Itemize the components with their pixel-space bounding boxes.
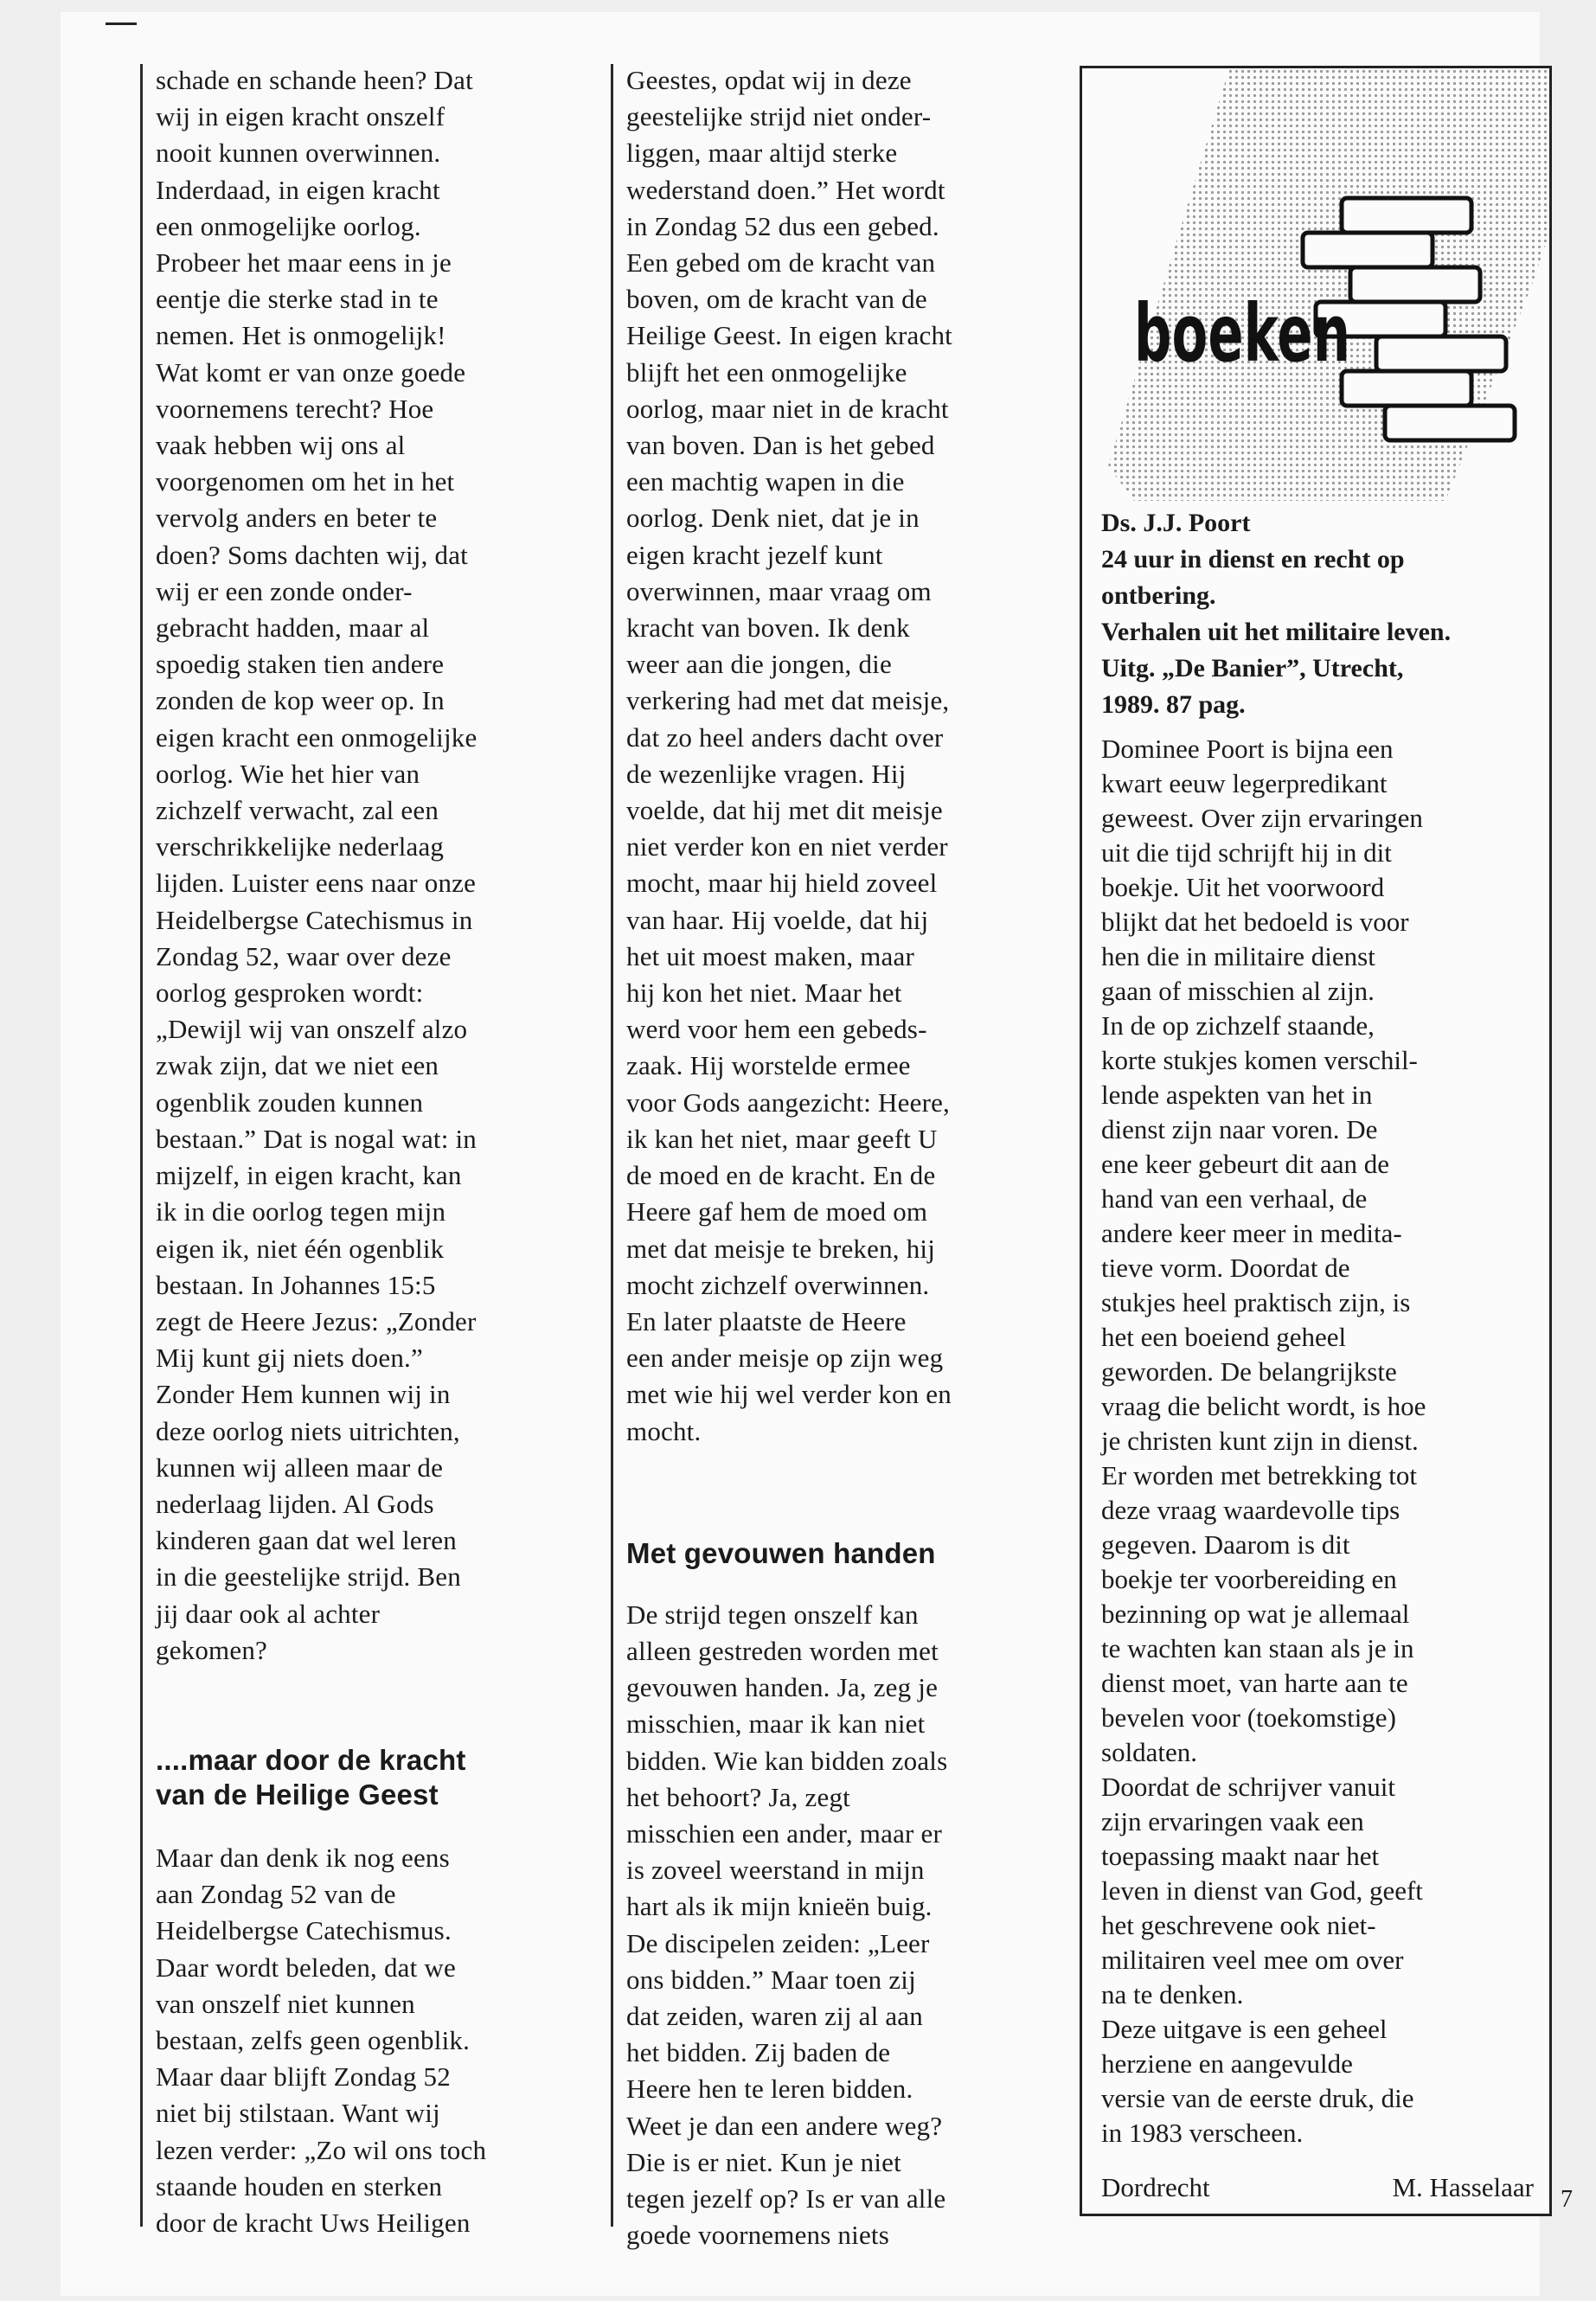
books-banner [1082,68,1549,501]
magazine-page [61,12,1573,2296]
article-paragraph: De strijd tegen onszelf kan alleen gestreden worden met gevouwen handen. Ja, zeg je misschien, maar ik kan niet bidden. Wie kan bidden zoals het behoort? Ja, zegt misschien een ander, maar er is zoveel weerstand in mijn hart als ik mijn knieën buig. De discipelen zeiden: „Leer ons bidden.” Maar toen zij dat zeiden, waren zij al aan het bidden. Zij baden de Heere hen te leren bidden. Weet je dan een andere weg? Die is er niet. Kun je niet tegen jezelf op? Is er van alle goede voornemens niets [626,1599,948,2251]
article-paragraph: schade en schande heen? Dat wij in eigen kracht onszelf nooit kunnen overwinnen. Inderdaad, in eigen kracht een onmogelijke oorlog. Probeer het maar eens in je eentje die sterke stad in te nemen. Het is onmogelijk! Wat komt er van onze goede voornemens terecht? Hoe vaak hebben wij ons al voorgenomen om het in het vervolg anders en beter te doen? Soms dachten wij, dat wij er een zonde onder- gebracht hadden, maar al spoedig staken tien andere zonden de kop weer op. In eigen kracht een onmogelijke oorlog. Wie het hier van zichzelf verwacht, zal een verschrikkelijke nederlaag lijden. Luister eens naar onze Heidelbergse Catechismus in Zondag 52, waar over deze oorlog gesproken wordt: „Dewijl wij van onszelf alzo zwak zijn, dat we niet een ogenblik zouden kunnen bestaan.” Dat is nogal wat: in mijzelf, in eigen kracht, kan ik in die oorlog tegen mijn eigen ik, niet één ogenblik bestaan. In Johannes 15:5 zegt de Heere Jezus: „Zonder Mij kunt gij niets doen.” Zonder Hem kunnen wij in deze oorlog niets uitrichten, kunnen wij alleen maar de nederlaag lijden. Al Gods kinderen gaan dat wel leren in die geestelijke strijd. Ben jij daar ook al achter gekomen? [156,65,478,1665]
review-text: Dominee Poort is bijna een kwart eeuw legerpredikant geweest. Over zijn ervaringen uit die tijd schrijft hij in dit boekje. Uit het voorwoord blijkt dat het bedoeld is voor hen die in militaire dienst gaan of misschien al zijn. In de op zichzelf staande, korte stukjes komen verschil- lende aspekten van het in dienst zijn naar voren. De ene keer gebeurt dit aan de hand van een verhaal, de andere keer meer in medita- tieve vorm. Doordat de stukjes heel praktisch zijn, is het een boeiend geheel geworden. De belangrijkste vraag die belicht wordt, is hoe je christen kunt zijn in dienst. Er worden met betrekking tot deze vraag waardevolle tips gegeven. Daarom is dit boekje ter voorbereiding en bezinning op wat je allemaal te wachten kan staan als je in dienst moet, van harte aan te bevelen voor (toekomstige) soldaten. Doordat de schrijver vanuit zijn ervaringen vaak een toepassing maakt naar het leven in dienst van God, geeft het geschrevene ook niet- militairen veel mee om over na te denken. Deze uitgave is een geheel herziene en aangevulde versie van de eerste druk, die in 1983 verscheen. [1101,734,1426,2148]
review-signature [1101,2170,1534,2205]
books-banner-label: boeken [1134,287,1350,380]
article-column-1 [156,62,606,2241]
article-column-2 [626,62,1067,2253]
column-rule-left [140,64,143,2227]
page-number: 7 [1561,2186,1573,2213]
column-rule-middle [611,64,613,2227]
article-paragraph: Maar dan denk ik nog eens aan Zondag 52 van de Heidelbergse Catechismus. Daar wordt beleden, dat we van onszelf niet kunnen bestaan, zelfs geen ogenblik. Maar daar blijft Zondag 52 niet bij stilstaan. Want wij lezen verder: „Zo wil ons toch staande houden en sterken door de kracht Uws Heiligen [156,1842,487,2238]
book-details: Ds. J.J. Poort 24 uur in dienst en recht op ontbering. Verhalen uit het militaire leven. Uitg. „De Banier”, Utrecht, 1989. 87 pag. [1101,509,1452,719]
top-rule [106,22,137,25]
review-author: M. Hasselaar [1392,2172,1534,2202]
section-heading: Met gevouwen handen [626,1536,936,1569]
section-heading: ....maar door de kracht van de Heilige Geest [156,1743,466,1811]
book-review [1101,505,1534,2150]
book-review-box [1080,66,1552,2216]
review-place: Dordrecht [1101,2172,1210,2202]
article-paragraph: Geestes, opdat wij in deze geestelijke strijd niet onder- liggen, maar altijd sterke wederstand doen.” Het wordt in Zondag 52 dus een gebed. Een gebed om de kracht van boven, om de kracht van de Heilige Geest. In eigen kracht blijft het een onmogelijke oorlog, maar niet in de kracht van boven. Dan is het gebed een machtig wapen in die oorlog. Denk niet, dat je in eigen kracht jezelf kunt overwinnen, maar vraag om kracht van boven. Ik denk weer aan die jongen, die verkering had met dat meisje, dat zo heel anders dacht over de wezenlijke vragen. Hij voelde, dat hij met dit meisje niet verder kon en niet verder mocht, maar hij hield zoveel van haar. Hij voelde, dat hij het uit moest maken, maar hij kon het niet. Maar het werd voor hem een gebeds- zaak. Hij worstelde ermee voor Gods aangezicht: Heere, ik kan het niet, maar geeft U de moed en de kracht. En de Heere gaf hem de moed om met dat meisje te breken, hij mocht zichzelf overwinnen. En later plaatste de Heere een ander meisje op zijn weg met wie hij wel verder kon en mocht. [626,65,952,1446]
